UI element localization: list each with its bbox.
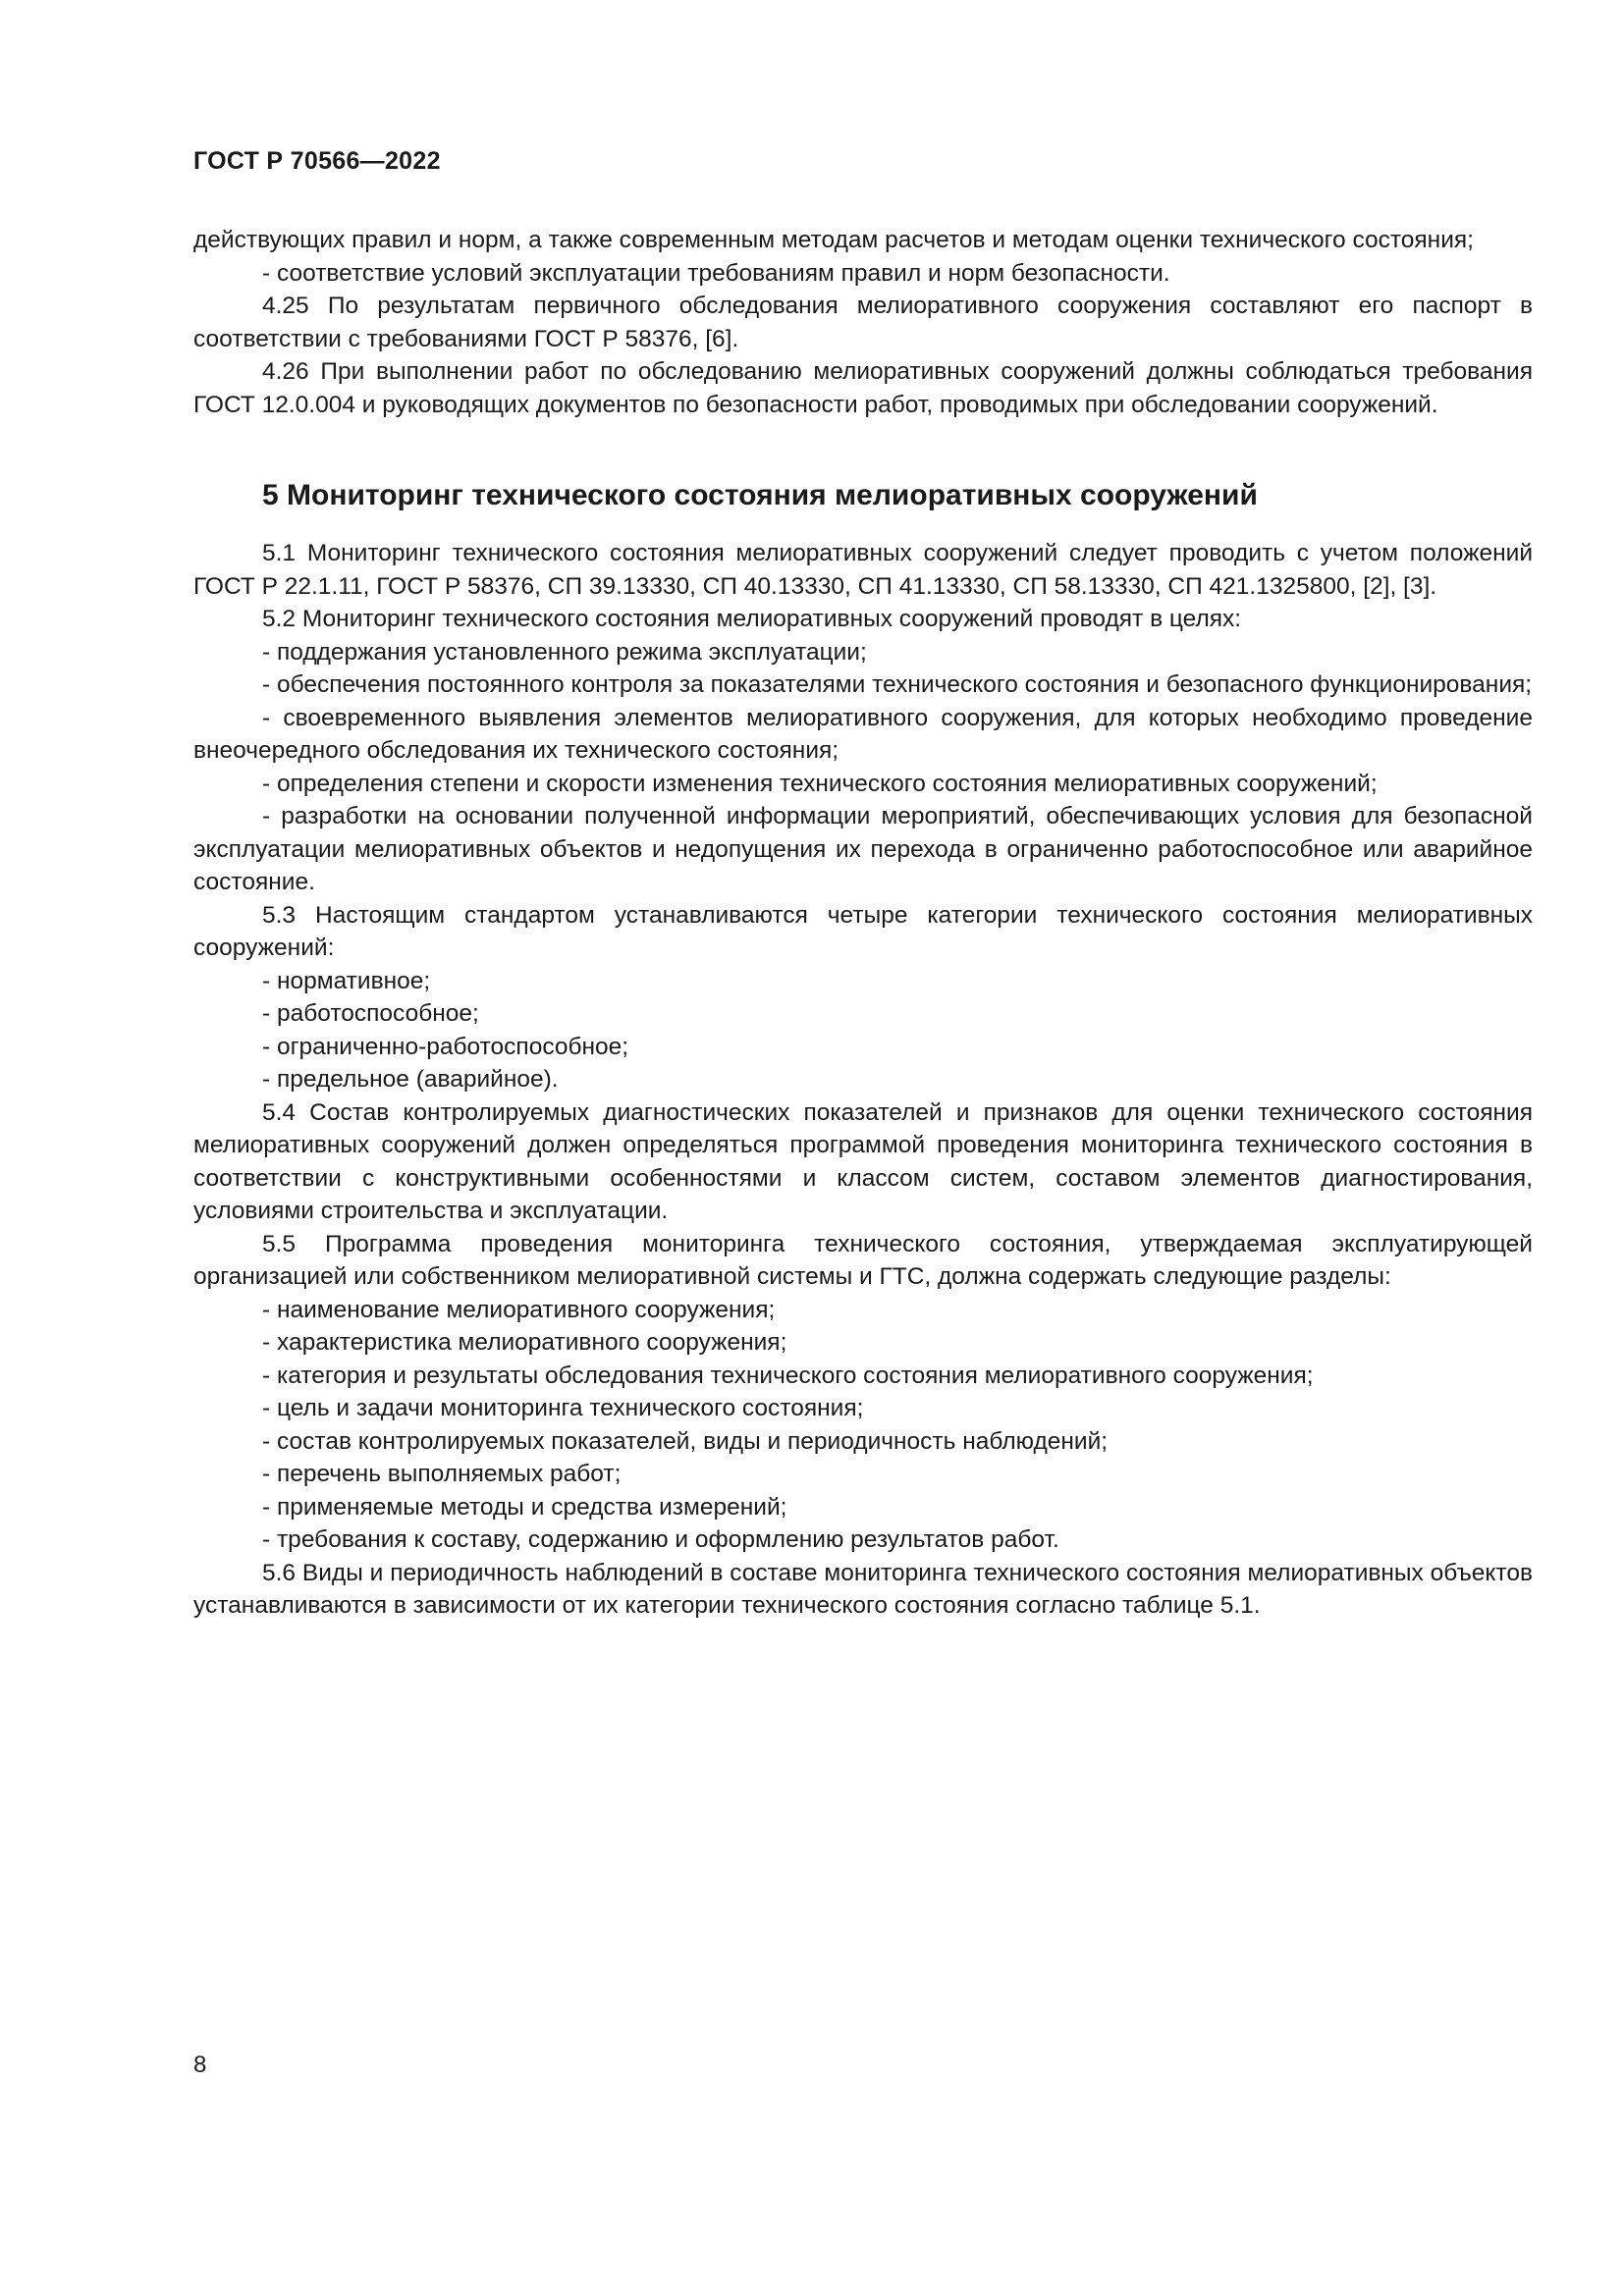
list-item: - обеспечения постоянного контроля за показателями технического состояния и безопасного функционирования;	[262, 671, 1533, 698]
list-item: - нормативное;	[262, 967, 431, 994]
list-item: - разработки на основании полученной информации мероприятий, обеспечивающих условия для безопасной эксплуатации мелиоративных объектов и недопущения их перехода в ограниченно работоспособное или аварийное состояние.	[193, 803, 1533, 895]
document-header: ГОСТ Р 70566—2022	[193, 147, 441, 175]
list-item: - категория и результаты обследования технического состояния мелиоративного сооружения;	[262, 1362, 1314, 1389]
list-item: - цель и задачи мониторинга технического состояния;	[262, 1395, 864, 1421]
paragraph-5-4: 5.4 Состав контролируемых диагностических показателей и признаков для оценки технического состояния мелиоративных сооружений должен определяться программой проведения мониторинга технического состояния в соответствии с конструктивными особенностями и классом систем, составом элементов диагностирования, условиями строительства и эксплуатации.	[193, 1098, 1533, 1224]
list-item: - определения степени и скорости изменения технического состояния мелиоративных сооружений;	[262, 770, 1378, 797]
paragraph-5-2: 5.2 Мониторинг технического состояния мелиоративных сооружений проводят в целях:	[262, 606, 1242, 632]
paragraph-4-25: 4.25 По результатам первичного обследования мелиоративного сооружения составляют его паспорт в соответствии с требованиями ГОСТ Р 58376, [6].	[193, 293, 1533, 352]
list-item: - работоспособное;	[262, 1000, 479, 1027]
list-item: - требования к составу, содержанию и оформлению результатов работ.	[262, 1526, 1059, 1553]
list-item: - своевременного выявления элементов мелиоративного сооружения, для которых необходимо проведение внеочередного обследования их технического состояния;	[193, 704, 1533, 764]
list-item: - состав контролируемых показателей, виды и периодичность наблюдений;	[262, 1427, 1109, 1455]
list-item: - применяемые методы и средства измерений;	[262, 1493, 787, 1521]
paragraph-4-26: 4.26 При выполнении работ по обследованию мелиоративных сооружений должны соблюдаться требования ГОСТ 12.0.004 и руководящих документов по безопасности работ, проводимых при обследовании сооружений.	[193, 358, 1533, 418]
paragraph-5-5: 5.5 Программа проведения мониторинга технического состояния, утверждаемая эксплуатирующей организацией или собственником мелиоративной системы и ГТС, должна содержать следующие разделы:	[193, 1230, 1533, 1290]
list-item: - поддержания установленного режима эксплуатации;	[262, 638, 867, 666]
paragraph-5-6: 5.6 Виды и периодичность наблюдений в составе мониторинга технического состояния мелиоративных объектов устанавливаются в зависимости от их категории технического состояния согласно таблице 5.1.	[193, 1559, 1533, 1619]
section-title: 5 Мониторинг технического состояния мелиоративных сооружений	[262, 479, 1258, 511]
document-body	[193, 224, 1533, 1623]
paragraph-5-1: 5.1 Мониторинг технического состояния мелиоративных сооружений следует проводить с учетом положений ГОСТ Р 22.1.11, ГОСТ Р 58376, СП 39.13330, СП 40.13330, СП 41.13330, СП 58.13330, СП 421.1325800, [2], [3].	[193, 540, 1533, 600]
list-item: - перечень выполняемых работ;	[262, 1461, 622, 1487]
list-item: - ограниченно-работоспособное;	[262, 1033, 629, 1060]
paragraph-continuation: действующих правил и норм, а также современным методам расчетов и методам оценки технического состояния;	[193, 227, 1474, 253]
page-number: 8	[193, 2052, 207, 2078]
list-item: - характеристика мелиоративного сооружения;	[262, 1329, 787, 1356]
list-item: - соответствие условий эксплуатации требованиям правил и норм безопасности.	[262, 259, 1170, 287]
list-item: - наименование мелиоративного сооружения;	[262, 1296, 776, 1323]
paragraph-5-3: 5.3 Настоящим стандартом устанавливаются четыре категории технического состояния мелиоративных сооружений:	[193, 901, 1533, 961]
list-item: - предельное (аварийное).	[262, 1066, 559, 1093]
